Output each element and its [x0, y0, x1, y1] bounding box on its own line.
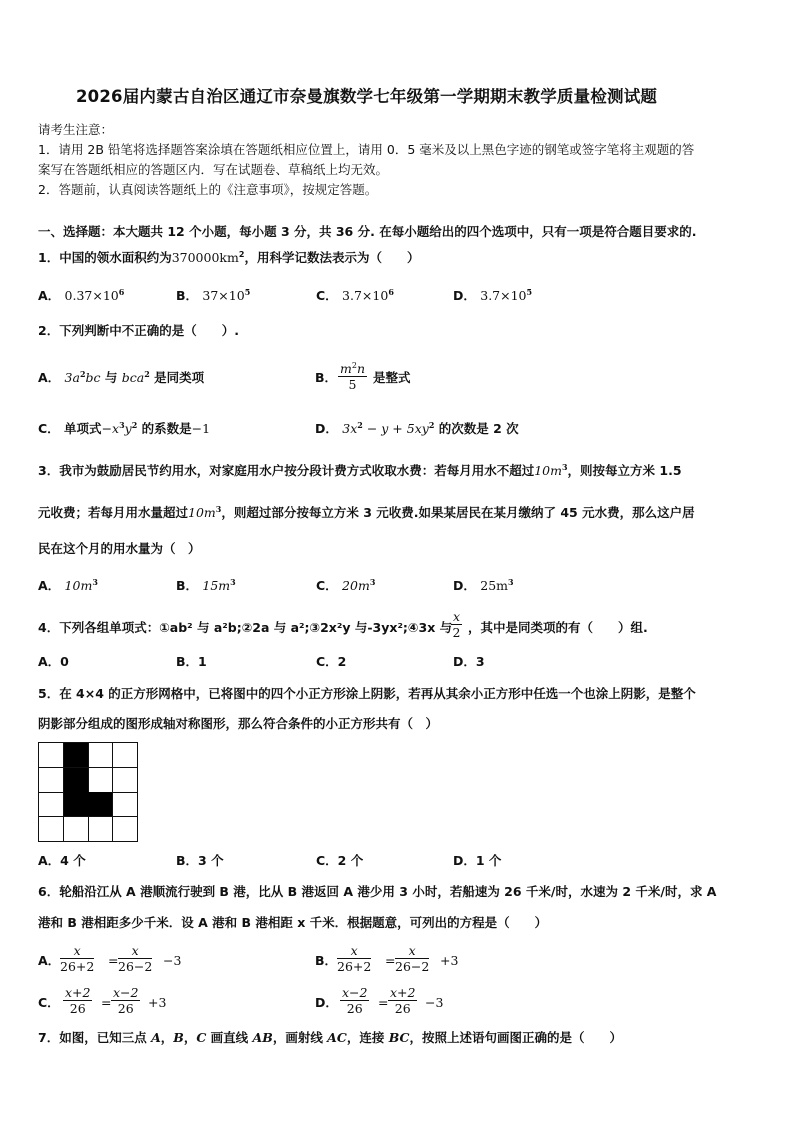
q1-option-d-label: D．: [453, 288, 476, 303]
q3-option-a[interactable]: [38, 578, 98, 594]
q2-d-exp1: 2: [357, 420, 363, 430]
q3-line-3: 民在这个月的用水量为（ ）: [38, 541, 201, 556]
page-title: 2026届内蒙古自治区通辽市奈曼旗数学七年级第一学期期末教学质量检测试题: [76, 87, 658, 106]
grid-cell: [113, 743, 138, 768]
q2-option-d[interactable]: [315, 421, 519, 437]
q6-d-d1: 26: [346, 1001, 363, 1016]
q2-a-term2: bca: [121, 370, 145, 385]
q6-option-a-label[interactable]: A．: [38, 953, 61, 968]
q3-line-1: [38, 463, 682, 479]
q2-option-a-label: A．: [38, 370, 61, 385]
q6-c-d2: 26: [117, 1001, 134, 1016]
q2-option-b-text: 是整式: [373, 370, 411, 385]
q6-option-c-label[interactable]: C．: [38, 995, 60, 1010]
q4-frac-den: 2: [452, 625, 461, 640]
q3-line2-text: 元收费；若每月用水量超过: [38, 505, 189, 520]
q6-a-n2: x: [118, 943, 152, 959]
q2-b-den: 5: [348, 377, 357, 392]
q4-option-a[interactable]: A．0: [38, 654, 69, 669]
grid-cell: [39, 743, 64, 768]
q2-option-c[interactable]: [38, 421, 210, 437]
q3-option-b-value: 15m: [202, 578, 231, 593]
q2-a-conj: 与: [100, 370, 122, 385]
q3-line1-text: 3．我市为鼓励居民节约用水，对家庭用水户按分段计费方式收取水费：若每月用水不超过: [38, 463, 535, 478]
q6-c-n2: x−2: [113, 985, 139, 1000]
q1-option-d-exp: 5: [526, 287, 533, 297]
grid-cell: [64, 817, 89, 842]
q1-option-c-label: C．: [316, 288, 338, 303]
q1-option-c[interactable]: [316, 288, 394, 304]
q2-option-c-label: C．: [38, 421, 60, 436]
q6-c-n1: x+2: [65, 985, 91, 1000]
q7-text-g: ，按照上述语句画图正确的是（ ）: [409, 1030, 622, 1045]
q1-option-a-label: A．: [38, 288, 61, 303]
q3-option-b[interactable]: [176, 578, 236, 594]
notice-item-1-line-2: 案写在答题纸相应的答题区内．写在试题卷、草稿纸上均无效。: [38, 162, 389, 177]
q2-c-term-y: y: [124, 421, 132, 436]
q3-option-d-label: D．: [453, 578, 476, 593]
q2-a-tail: 是同类项: [149, 370, 205, 385]
q1-option-a-base: 0.37×10: [64, 288, 119, 303]
q1-stem-tail: ，用科学记数法表示为（ ）: [244, 250, 420, 265]
q6-a-tail: −3: [163, 953, 182, 968]
q2-c-text: 单项式: [64, 421, 102, 436]
q4-option-d[interactable]: D．3: [453, 654, 485, 669]
grid-cell: [88, 743, 113, 768]
q2-c-term: −x: [101, 421, 120, 436]
q2-d-text: 的次数是 2 次: [434, 421, 519, 436]
q1-option-b[interactable]: [176, 288, 250, 304]
grid-cell-shaded: [64, 743, 89, 768]
q4-stem: 4．下列各组单项式：①ab² 与 a²b;②2a 与 a²;③2x²y 与-3yx²;④3x 与: [38, 620, 453, 635]
q6-d-frac1: [340, 985, 369, 1016]
q6-c-tail: +3: [148, 995, 167, 1010]
q6-b-d1: 26+2: [337, 959, 372, 974]
q3-line2-tail: ，则超过部分按每立方米 3 元收费.如果某居民在某月缴纳了 45 元水费，那么这户居: [221, 505, 695, 520]
q3-option-b-label: B．: [176, 578, 199, 593]
q6-d-d2: 26: [394, 1001, 411, 1016]
q7-text-f: ，连接: [346, 1030, 389, 1045]
grid-cell: [113, 817, 138, 842]
q7-segment-bc: BC: [388, 1030, 410, 1045]
q6-line-1: 6．轮船沿江从 A 港顺流行驶到 B 港，比从 B 港返回 A 港少用 3 小时，若船速为 26 千米/时，水速为 2 千米/时，求 A: [38, 884, 717, 899]
grid-cell: [88, 817, 113, 842]
q2-option-b-fraction: [338, 361, 367, 392]
q6-b-n1: x: [337, 943, 371, 959]
q2-a-exp2: 2: [144, 369, 150, 379]
q1-option-b-label: B．: [176, 288, 199, 303]
q7-sep1: ，: [160, 1030, 174, 1045]
q7-point-c: C: [196, 1030, 207, 1045]
notice-item-2: 2．答题前，认真阅读答题纸上的《注意事项》，按规定答题。: [38, 182, 378, 197]
q3-option-d[interactable]: [453, 578, 514, 594]
q2-option-d-label: D．: [315, 421, 338, 436]
q3-option-c-value: 20m: [342, 578, 370, 593]
grid-cell-shaded: [88, 792, 113, 817]
q2-b-num-exp: 2: [351, 361, 357, 370]
grid-cell-shaded: [64, 768, 89, 793]
q3-line-2: [38, 505, 695, 521]
q6-d-n2: x+2: [390, 985, 416, 1000]
q2-c-exp1: 3: [119, 420, 125, 430]
q4-option-b[interactable]: B．1: [176, 654, 207, 669]
q7-text-e: ，画射线: [272, 1030, 328, 1045]
q5-option-b[interactable]: B．3 个: [176, 853, 224, 868]
q3-option-d-value: 25m: [480, 578, 509, 593]
q2-option-b-label[interactable]: B．: [315, 370, 338, 385]
q7-line-ab: AB: [252, 1030, 273, 1045]
q7-point-b: B: [173, 1030, 184, 1045]
q2-a-term1: 3a: [64, 370, 80, 385]
q3-option-c[interactable]: [316, 578, 375, 594]
q6-d-n1: x−2: [342, 985, 368, 1000]
grid-cell: [113, 792, 138, 817]
q4-frac-num: x: [453, 609, 461, 624]
q2-c-exp2: 2: [131, 420, 138, 430]
section-heading: 一、选择题：本大题共 12 个小题，每小题 3 分，共 36 分. 在每小题给出的四个选项中，只有一项是符合题目要求的.: [38, 224, 697, 239]
q1-area-exp: 2: [238, 250, 245, 259]
q5-grid-figure: [38, 742, 138, 842]
grid-cell: [39, 792, 64, 817]
q3-option-c-exp: 3: [369, 577, 376, 587]
q6-a-d2: 26−2: [118, 959, 153, 974]
q6-option-d-label[interactable]: D．: [315, 995, 338, 1010]
q6-a-n1: x: [60, 943, 94, 959]
q7-point-a: A: [151, 1030, 161, 1045]
q3-line1-exp: 3: [561, 462, 568, 472]
notice-heading: 请考生注意：: [38, 122, 114, 137]
q6-b-d2: 26−2: [395, 959, 430, 974]
q6-a-d1: 26+2: [60, 959, 95, 974]
q2-c-value: −1: [191, 421, 211, 436]
q6-c-frac1: [63, 985, 92, 1016]
q3-line2-volume: 10m: [188, 505, 216, 520]
q7-stem: [38, 1030, 622, 1046]
q6-d-tail: −3: [425, 995, 444, 1010]
q5-line-1: 5．在 4×4 的正方形网格中，已将图中的四个小正方形涂上阴影，若再从其余小正方形中任选一个也涂上阴影，是整个: [38, 686, 696, 701]
q6-d-frac2: [388, 985, 417, 1016]
q6-b-frac1: [337, 943, 371, 974]
q6-a-frac2: [118, 943, 152, 974]
grid-cell-shaded: [64, 792, 89, 817]
q3-option-b-exp: 3: [230, 577, 236, 587]
q3-option-a-label: A．: [38, 578, 61, 593]
grid-cell: [39, 817, 64, 842]
q1-option-c-exp: 6: [388, 287, 394, 297]
q1-option-a[interactable]: [38, 288, 124, 304]
q6-c-d1: 26: [69, 1001, 86, 1016]
q7-ray-ac: AC: [327, 1030, 347, 1045]
q1-option-c-base: 3.7×10: [342, 288, 389, 303]
q2-a-term1b: bc: [85, 370, 101, 385]
q5-option-d[interactable]: D．1 个: [453, 853, 502, 868]
q3-option-a-value: 10m: [64, 578, 93, 593]
q6-line-2: 港和 B 港相距多少千米．设 A 港和 B 港相距 x 千米．根据题意，可列出的方程是（ ）: [38, 915, 548, 930]
q3-line1-volume: 10m: [534, 463, 562, 478]
q5-line-2: 阴影部分组成的图形成轴对称图形，那么符合条件的小正方形共有（ ）: [38, 716, 439, 731]
q6-a-frac1: [60, 943, 94, 974]
q5-option-a[interactable]: A．4 个: [38, 853, 86, 868]
q2-b-num-m: m: [340, 361, 352, 376]
q6-c-frac2: [111, 985, 140, 1016]
q2-d-exp2: 2: [428, 420, 435, 430]
q6-c-eq: =: [101, 995, 112, 1010]
q3-option-a-exp: 3: [92, 577, 98, 587]
q6-d-eq: =: [378, 995, 389, 1010]
q1-option-b-exp: 5: [244, 287, 251, 297]
q2-d-term1: 3x: [342, 421, 358, 436]
q4-fraction: [451, 609, 462, 640]
grid-cell: [39, 768, 64, 793]
q1-option-d-base: 3.7×10: [480, 288, 527, 303]
q1-area-value: 370000km: [171, 250, 239, 265]
q4-stem-tail: ，其中是同类项的有（ ）组.: [468, 620, 648, 635]
q2-b-num-n: n: [356, 361, 366, 376]
q2-a-exp1: 2: [79, 369, 86, 379]
q6-b-eq: =: [385, 953, 396, 968]
grid-cell: [113, 768, 138, 793]
q6-option-b-label[interactable]: B．: [315, 953, 338, 968]
q2-option-a[interactable]: [38, 370, 204, 386]
q1-option-a-exp: 6: [118, 287, 125, 297]
q2-d-term2: − y + 5xy: [362, 421, 429, 436]
q6-b-n2: x: [395, 943, 429, 959]
grid-cell: [88, 768, 113, 793]
q2-c-text2: 的系数是: [137, 421, 192, 436]
q2-stem: 2．下列判断中不正确的是（ ）.: [38, 323, 239, 338]
q1-option-b-base: 37×10: [202, 288, 245, 303]
q7-sep2: ，: [183, 1030, 197, 1045]
q1-stem: [38, 250, 419, 266]
q5-option-c[interactable]: C．2 个: [316, 853, 364, 868]
q3-option-c-label: C．: [316, 578, 338, 593]
q6-b-frac2: [395, 943, 429, 974]
q1-option-d[interactable]: [453, 288, 532, 304]
q3-line1-tail: ，则按每立方米 1.5: [567, 463, 682, 478]
q6-a-eq: =: [108, 953, 119, 968]
q4-option-c[interactable]: C．2: [316, 654, 347, 669]
q7-text-d: 画直线: [206, 1030, 253, 1045]
q1-stem-text: 1．中国的领水面积约为: [38, 250, 172, 265]
q7-text-a: 7．如图，已知三点: [38, 1030, 152, 1045]
q3-line2-exp: 3: [215, 504, 222, 514]
q6-b-tail: +3: [440, 953, 459, 968]
q3-option-d-exp: 3: [508, 577, 514, 587]
notice-item-1-line-1: 1．请用 2B 铅笔将选择题答案涂填在答题纸相应位置上，请用 0．5 毫米及以上黑色字迹的钢笔或签字笔将主观题的答: [38, 142, 695, 157]
